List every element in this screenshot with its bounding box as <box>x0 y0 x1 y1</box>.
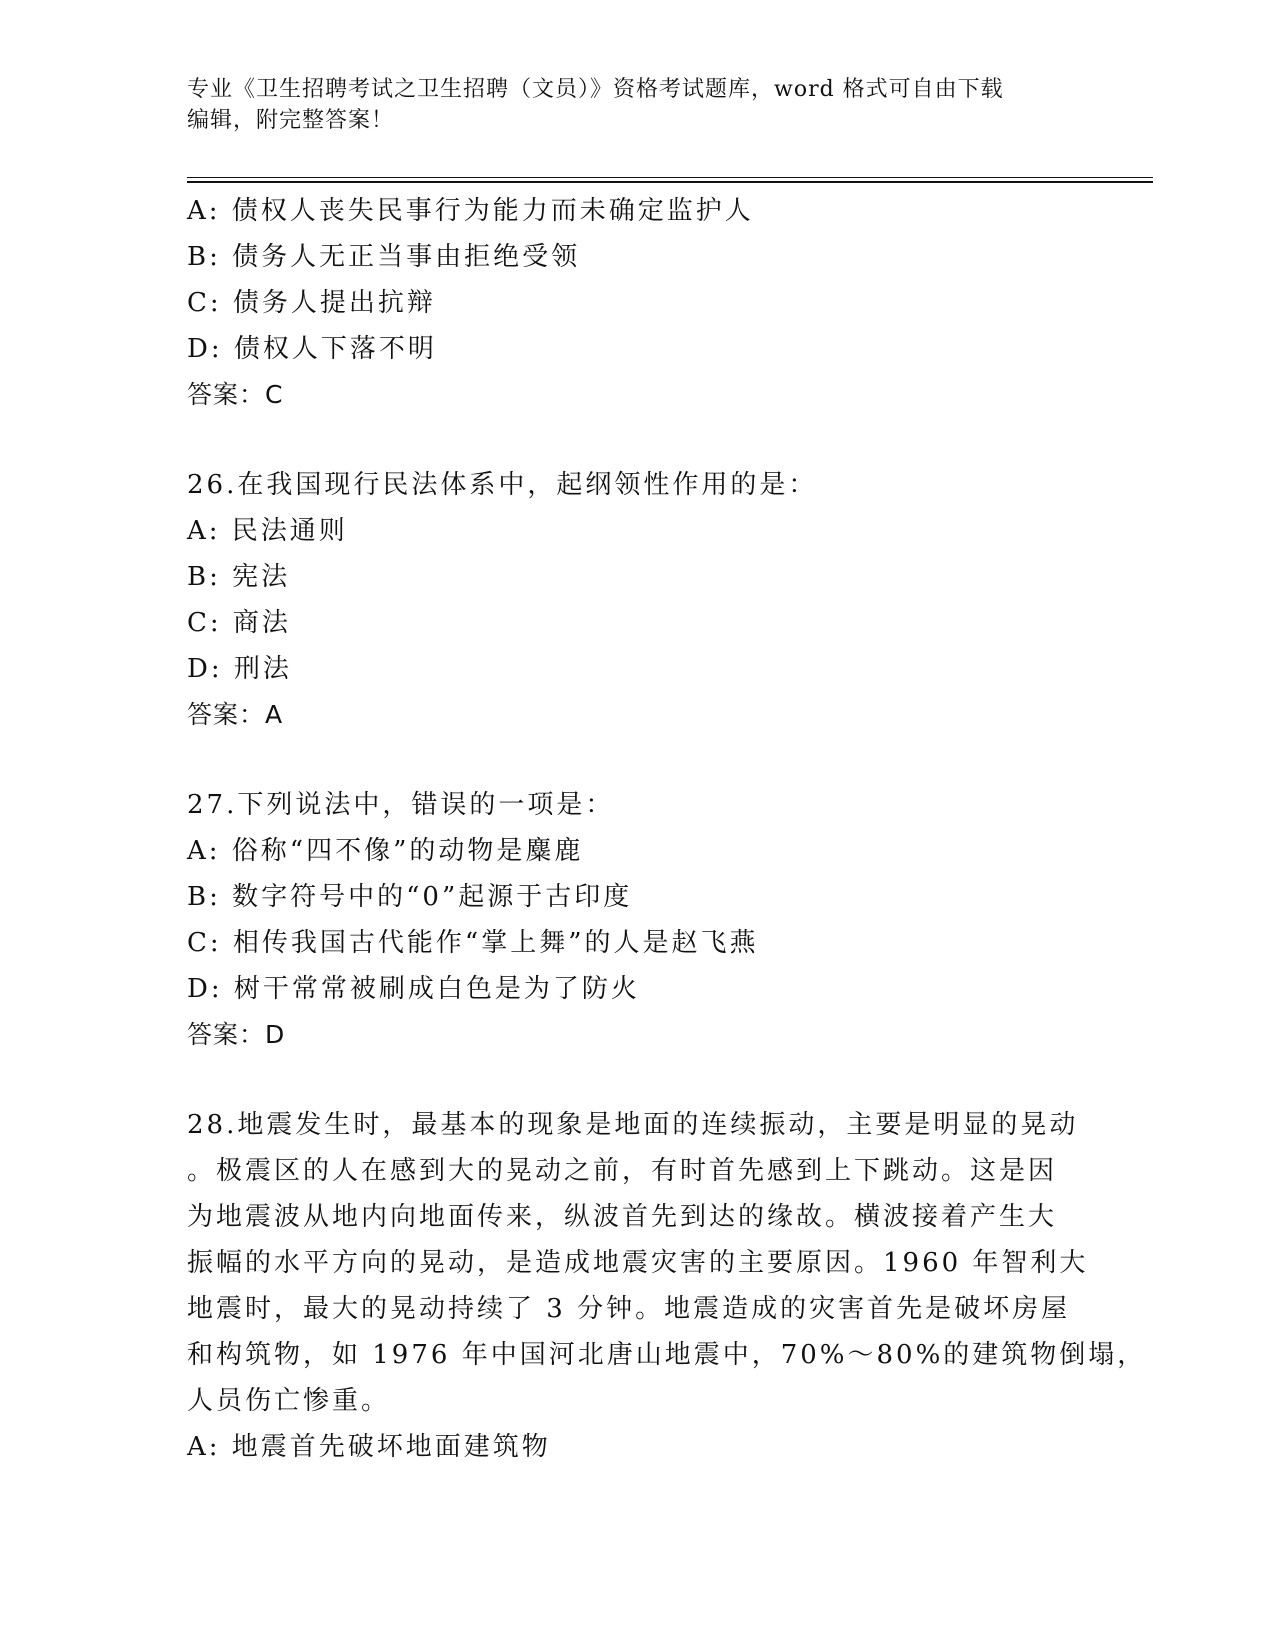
answer-line: 答案：A <box>187 700 284 729</box>
option-c: C: 商法 <box>187 608 291 638</box>
stem-line: 为地震波从地内向地面传来，纵波首先到达的缘故。横波接着产生大 <box>187 1202 1058 1232</box>
spacer <box>187 418 1087 462</box>
header-divider <box>187 177 1153 183</box>
option-c: C: 债务人提出抗辩 <box>187 288 436 318</box>
stem-line: 。极震区的人在感到大的晃动之前，有时首先感到上下跳动。这是因 <box>187 1156 1058 1186</box>
option-b: B: 宪法 <box>187 562 291 592</box>
question-25-tail <box>187 188 1087 418</box>
option-c: C: 相传我国古代能作“掌上舞”的人是赵飞燕 <box>187 928 759 958</box>
stem-line: 振幅的水平方向的晃动，是造成地震灾害的主要原因。1960 年智利大 <box>187 1248 1089 1278</box>
question-list <box>187 188 1147 1470</box>
option-b: B: 债务人无正当事由拒绝受领 <box>187 242 581 272</box>
question-27 <box>187 782 1087 1058</box>
option-d: D: 树干常常被刷成白色是为了防火 <box>187 974 640 1004</box>
stem-line: 28.地震发生时，最基本的现象是地面的连续振动，主要是明显的晃动 <box>187 1110 1079 1140</box>
option-a: A: 俗称“四不像”的动物是麋鹿 <box>187 836 584 866</box>
option-a: A: 地震首先破坏地面建筑物 <box>187 1432 551 1462</box>
document-header <box>187 74 1087 136</box>
answer-line: 答案：D <box>187 1020 286 1049</box>
option-a: A: 民法通则 <box>187 516 348 546</box>
question-26 <box>187 462 1087 738</box>
answer-line: 答案：C <box>187 380 284 409</box>
header-line-1: 专业《卫生招聘考试之卫生招聘（文员）》资格考试题库，word 格式可自由下载 <box>187 77 1004 102</box>
option-a: A: 债权人丧失民事行为能力而未确定监护人 <box>187 196 754 226</box>
spacer <box>187 1058 1087 1102</box>
question-stem: 27.下列说法中，错误的一项是： <box>187 790 615 820</box>
option-d: D: 刑法 <box>187 654 292 684</box>
option-b: B: 数字符号中的“0”起源于古印度 <box>187 882 633 912</box>
spacer <box>187 738 1087 782</box>
question-28 <box>187 1102 1147 1470</box>
stem-line: 和构筑物，如 1976 年中国河北唐山地震中，70%～80%的建筑物倒塌， <box>187 1340 1147 1370</box>
question-stem <box>187 1102 1147 1424</box>
stem-line: 地震时，最大的晃动持续了 3 分钟。地震造成的灾害首先是破坏房屋 <box>187 1294 1071 1324</box>
option-d: D: 债权人下落不明 <box>187 334 437 364</box>
stem-line: 人员伤亡惨重。 <box>187 1386 391 1416</box>
header-line-2: 编辑，附完整答案！ <box>187 108 395 133</box>
question-stem: 26.在我国现行民法体系中，起纲领性作用的是： <box>187 470 818 500</box>
